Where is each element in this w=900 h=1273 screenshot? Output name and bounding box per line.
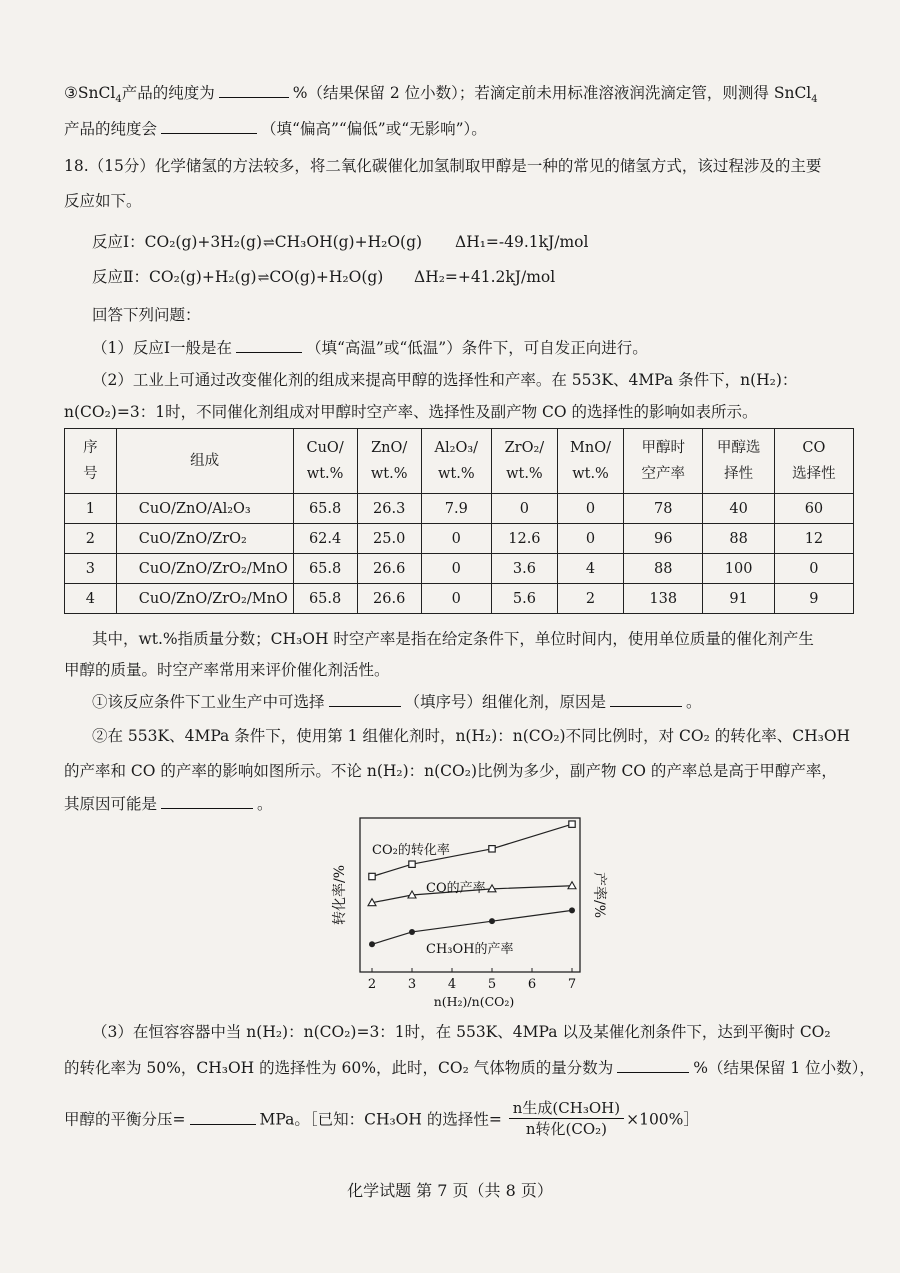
answer-blank[interactable] bbox=[610, 690, 682, 707]
answer-blank[interactable] bbox=[617, 1056, 689, 1073]
fraction-denominator: n转化(CO₂) bbox=[525, 1120, 607, 1138]
table-cell: 138 bbox=[624, 584, 703, 614]
table-header-cell: CuO/ wt.% bbox=[293, 429, 357, 494]
part-3: （3）在恒容容器中当 n(H₂)：n(CO₂)=3：1时，在 553K、4MPa 以及某催化剂条件下，达到平衡时 CO₂ bbox=[92, 1023, 831, 1041]
answer-blank[interactable] bbox=[190, 1108, 256, 1125]
table-cell: 26.6 bbox=[357, 584, 421, 614]
table-cell: 91 bbox=[703, 584, 775, 614]
x-tick-label: 3 bbox=[407, 977, 417, 992]
x-tick-label: 7 bbox=[567, 977, 577, 992]
table-row bbox=[65, 584, 854, 614]
table-header-cell: MnO/ wt.% bbox=[557, 429, 623, 494]
sub-question-1: ①该反应条件下工业生产中可选择 （填序号）组催化剂，原因是 。 bbox=[92, 690, 702, 713]
note-line: 其中，wt.%指质量分数；CH₃OH 时空产率是指在给定条件下，单位时间内，使用单位质量的催化剂产生 bbox=[92, 630, 814, 648]
part-2: （2）工业上可通过改变催化剂的组成来提高甲醇的选择性和产率。在 553K、4MPa 条件下，n(H₂)： bbox=[92, 371, 798, 389]
table-cell: 2 bbox=[65, 524, 117, 554]
table-cell: CuO/ZnO/ZrO₂ bbox=[116, 524, 293, 554]
q17-purity-line2: 产品的纯度会 （填“偏高”“偏低”或“无影响”）。 bbox=[64, 117, 487, 140]
table-row bbox=[65, 494, 854, 524]
data-point-square bbox=[409, 861, 415, 867]
table-cell: 5.6 bbox=[491, 584, 557, 614]
table-cell: 100 bbox=[703, 554, 775, 584]
table-cell: 4 bbox=[557, 554, 623, 584]
table-cell: 60 bbox=[774, 494, 853, 524]
part-3-line2: 的转化率为 50%，CH₃OH 的选择性为 60%，此时，CO₂ 气体物质的量分数为 %（结果保留 1 位小数）， bbox=[64, 1056, 875, 1079]
equilibrium-arrow-icon: ⇌ bbox=[257, 270, 269, 286]
table-cell: 0 bbox=[557, 494, 623, 524]
table-row bbox=[65, 554, 854, 584]
x-tick-label: 5 bbox=[487, 977, 497, 992]
data-point-square bbox=[569, 821, 575, 827]
table-cell: 12 bbox=[774, 524, 853, 554]
data-point-square bbox=[369, 873, 375, 879]
chart-svg bbox=[318, 812, 608, 1012]
sub-question-2-line2: 的产率和 CO 的产率的影响如图所示。不论 n(H₂)：n(CO₂)比例为多少，副产物 CO 的产率总是高于甲醇产率， bbox=[64, 762, 837, 780]
table-cell: 62.4 bbox=[293, 524, 357, 554]
table-cell: 26.3 bbox=[357, 494, 421, 524]
table-cell: 0 bbox=[421, 584, 491, 614]
q18-intro: 18.（15分）化学储氢的方法较多，将二氧化碳催化加氢制取甲醇是一种的常见的储氢方式，该过程涉及的主要 bbox=[64, 157, 822, 175]
y-axis-label-right: 产率/% bbox=[591, 871, 607, 919]
catalyst-table bbox=[64, 428, 854, 614]
table-cell: 1 bbox=[65, 494, 117, 524]
q18-intro-2: 反应如下。 bbox=[64, 192, 142, 210]
table-cell: 0 bbox=[774, 554, 853, 584]
x-tick-label: 4 bbox=[447, 977, 457, 992]
q17-purity-line: ③SnCl$_4$产品的纯度为 %（结果保留 2 位小数）；若滴定前未用标准溶液润洗滴定管，则测得 SnCl$_4$ bbox=[64, 81, 818, 104]
x-axis-label: n(H₂)/n(CO₂) bbox=[433, 994, 515, 1009]
sub-question-2: ②在 553K、4MPa 条件下，使用第 1 组催化剂时，n(H₂)：n(CO₂)不同比例时，对 CO₂ 的转化率、CH₃OH bbox=[92, 727, 851, 745]
table-cell: 3 bbox=[65, 554, 117, 584]
table-cell: 65.8 bbox=[293, 554, 357, 584]
table-cell: CuO/ZnO/ZrO₂/MnO bbox=[116, 554, 293, 584]
table-cell: CuO/ZnO/ZrO₂/MnO bbox=[116, 584, 293, 614]
table-cell: 0 bbox=[491, 494, 557, 524]
reaction-2: 反应Ⅱ：CO₂(g)+H₂(g)⇌CO(g)+H₂O(g) ΔH₂=+41.2kJ/mol bbox=[92, 266, 383, 289]
x-tick-label: 2 bbox=[367, 977, 377, 992]
answer-blank[interactable] bbox=[219, 81, 289, 98]
table-cell: 65.8 bbox=[293, 494, 357, 524]
table-cell: 26.6 bbox=[357, 554, 421, 584]
answer-blank[interactable] bbox=[161, 117, 257, 134]
data-point-circle bbox=[409, 929, 415, 935]
selectivity-fraction bbox=[509, 1098, 624, 1139]
table-header-cell: 甲醇选 择性 bbox=[703, 429, 775, 494]
reaction-1: 反应Ⅰ：CO₂(g)+3H₂(g)⇌CH₃OH(g)+H₂O(g) ΔH₁=-49.1kJ/mol bbox=[92, 231, 422, 254]
answer-blank[interactable] bbox=[329, 690, 401, 707]
table-header-cell: CO 选择性 bbox=[774, 429, 853, 494]
part-3-line3: 甲醇的平衡分压= MPa。［已知：CH₃OH 的选择性= n生成(CH₃OH) n转化(CO₂) ×100%］ bbox=[64, 1099, 699, 1138]
part-1: （1）反应Ⅰ一般是在 （填“高温”或“低温”）条件下，可自发正向进行。 bbox=[92, 336, 648, 359]
part-2-line2: n(CO₂)=3：1时，不同催化剂组成对甲醇时空产率、选择性及副产物 CO 的选择性的影响如表所示。 bbox=[64, 403, 758, 421]
table-header-cell: ZnO/ wt.% bbox=[357, 429, 421, 494]
table-header-cell: 甲醇时 空产率 bbox=[624, 429, 703, 494]
table-cell: 9 bbox=[774, 584, 853, 614]
delta-h2: ΔH₂=+41.2kJ/mol bbox=[414, 268, 556, 286]
data-point-circle bbox=[569, 907, 575, 913]
data-point-triangle bbox=[568, 882, 576, 889]
table-cell: 0 bbox=[557, 524, 623, 554]
table-cell: 40 bbox=[703, 494, 775, 524]
table-row bbox=[65, 524, 854, 554]
table-cell: 25.0 bbox=[357, 524, 421, 554]
fraction-numerator: n生成(CH₃OH) bbox=[509, 1098, 624, 1119]
data-point-square bbox=[489, 846, 495, 852]
table-cell: 0 bbox=[421, 524, 491, 554]
series-line bbox=[372, 910, 572, 944]
table-cell: CuO/ZnO/Al₂O₃ bbox=[116, 494, 293, 524]
answer-blank[interactable] bbox=[236, 336, 302, 353]
table-cell: 12.6 bbox=[491, 524, 557, 554]
data-point-circle bbox=[369, 941, 375, 947]
answer-blank[interactable] bbox=[161, 792, 253, 809]
table-cell: 2 bbox=[557, 584, 623, 614]
yield-chart bbox=[318, 812, 608, 1012]
note-line-2: 甲醇的质量。时空产率常用来评价催化剂活性。 bbox=[64, 661, 390, 679]
table-header-cell: 组成 bbox=[116, 429, 293, 494]
table-cell: 88 bbox=[624, 554, 703, 584]
table-header-cell: Al₂O₃/ wt.% bbox=[421, 429, 491, 494]
table-header-cell: 序 号 bbox=[65, 429, 117, 494]
y-axis-label-left: 转化率/% bbox=[332, 864, 348, 926]
table-cell: 65.8 bbox=[293, 584, 357, 614]
equilibrium-arrow-icon: ⇌ bbox=[263, 235, 274, 251]
data-point-circle bbox=[489, 918, 495, 924]
table-header-cell: ZrO₂/ wt.% bbox=[491, 429, 557, 494]
table-cell: 78 bbox=[624, 494, 703, 524]
answer-prompt: 回答下列问题： bbox=[92, 306, 201, 324]
table-cell: 3.6 bbox=[491, 554, 557, 584]
series-label: CO₂的转化率 bbox=[372, 843, 450, 858]
series-label: CO的产率 bbox=[426, 881, 486, 896]
table-cell: 7.9 bbox=[421, 494, 491, 524]
delta-h1: ΔH₁=-49.1kJ/mol bbox=[455, 233, 589, 251]
page-footer: 化学试题 第 7 页（共 8 页） bbox=[347, 1181, 553, 1200]
table-cell: 0 bbox=[421, 554, 491, 584]
table-cell: 96 bbox=[624, 524, 703, 554]
table-cell: 88 bbox=[703, 524, 775, 554]
sub-question-2-line3: 其原因可能是 。 bbox=[64, 792, 273, 815]
x-tick-label: 6 bbox=[527, 977, 537, 992]
table-cell: 4 bbox=[65, 584, 117, 614]
series-label: CH₃OH的产率 bbox=[426, 942, 514, 957]
